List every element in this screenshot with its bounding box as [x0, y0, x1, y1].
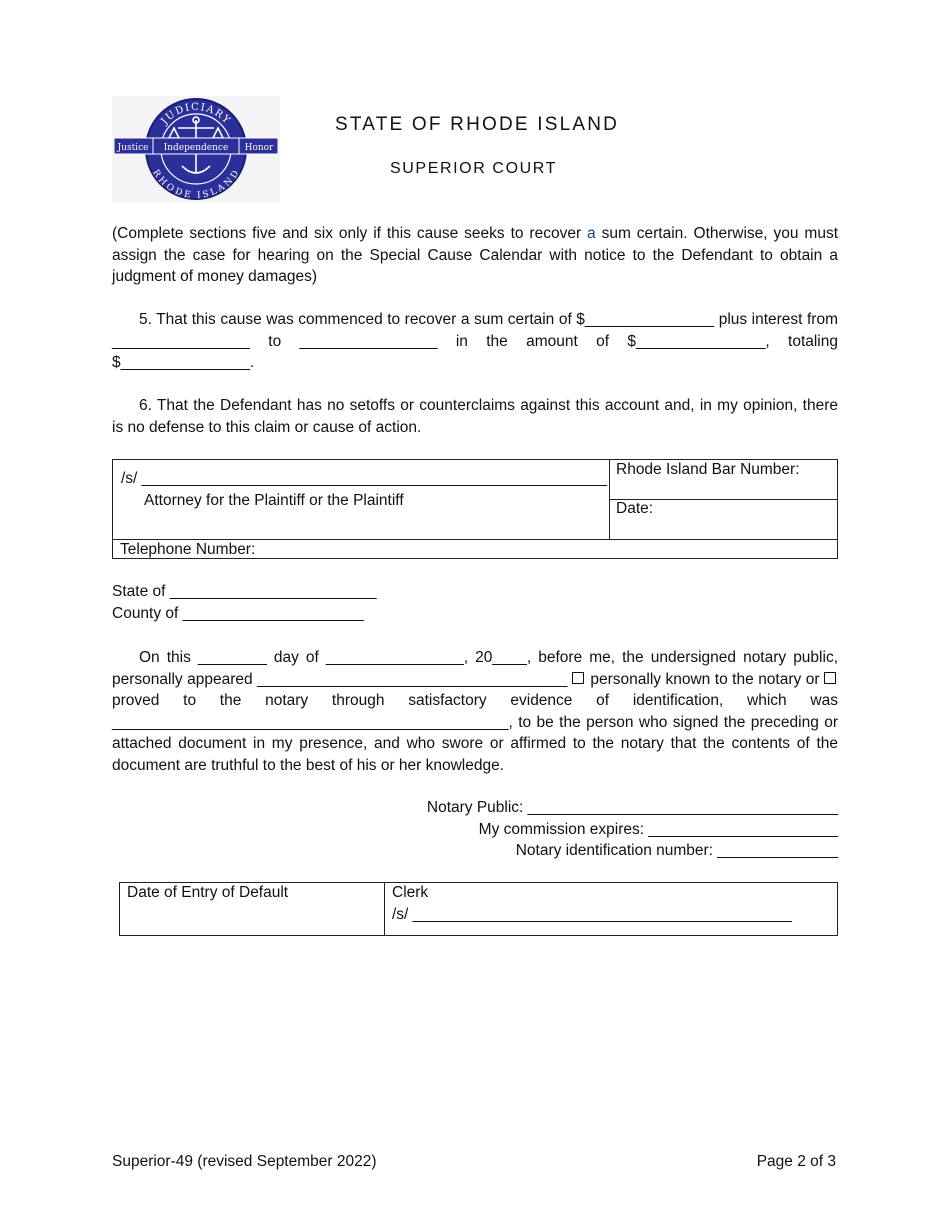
default-date-label: Date of Entry of Default — [127, 884, 289, 901]
default-entry-box — [119, 882, 838, 936]
clerk-signature-line[interactable]: /s/ ____________________________________________ — [392, 906, 792, 923]
telephone-label: Telephone Number: — [120, 541, 256, 558]
notary-text-part1: On this ________ day of ________________, 20____, before me, the undersigned notary public, personally appeared ____________________________________ — [112, 649, 838, 688]
notary-public-line: Notary Public: ____________________________________ — [426, 799, 838, 816]
section-5-paragraph — [112, 309, 838, 374]
bar-number-label: Rhode Island Bar Number: — [616, 461, 800, 478]
date-label: Date: — [616, 500, 654, 517]
seal-banner-right: Honor — [244, 143, 274, 153]
judiciary-seal-logo — [112, 96, 280, 202]
notary-text-part2: personally known to the notary or — [585, 670, 824, 688]
instructions-highlight: a — [587, 225, 596, 242]
telephone-cell[interactable] — [113, 539, 837, 559]
proved-identification-checkbox[interactable] — [824, 672, 836, 684]
signature-line: /s/ ______________________________________________________ — [121, 470, 608, 487]
section-5-text: 5. That this cause was commenced to recover a sum certain of $_______________ plus interest from ________________ to ________________ in the amount of $_______________, totaling $_______________. — [112, 311, 838, 371]
seal-banner-left: Justice — [117, 143, 149, 153]
seal-banner-center: Independence — [163, 143, 229, 153]
notary-acknowledgment-paragraph — [112, 647, 838, 776]
clerk-label: Clerk — [392, 884, 429, 901]
commission-expires-line: My commission expires: ______________________ — [478, 821, 838, 838]
seal-top-text: JUDICIARY — [159, 101, 233, 127]
notary-text-part3: proved to the notary through satisfactory evidence of identification, which was ______________________________________________, to be the person who signed the preceding or attached document in my presence, and who swore or affirmed to the notary that the contents of the document are truthful to the best of his or her knowledge. — [112, 692, 838, 774]
section-6-text: 6. That the Defendant has no setoffs or counterclaims against this account and, in my opinion, there is no defense to this claim or cause of action. — [112, 397, 838, 436]
page-subtitle: SUPERIOR COURT — [390, 160, 558, 177]
personally-known-checkbox[interactable] — [572, 672, 584, 684]
signature-caption: Attorney for the Plaintiff or the Plaintiff — [144, 492, 404, 509]
instructions-text-end: sum certain. Otherwise, you must assign the case for hearing on the Special Cause Calendar with notice to the Defendant to obtain a judgment of money damages) — [112, 225, 838, 285]
state-of-line: State of ________________________ — [112, 583, 377, 600]
instructions-paragraph — [112, 223, 838, 288]
date-cell[interactable] — [609, 499, 838, 539]
seal-bottom-text: RHODE ISLAND — [150, 168, 242, 202]
signature-cell[interactable] — [113, 460, 610, 539]
footer-page-number: Page 2 of 3 — [756, 1153, 836, 1170]
default-date-cell[interactable] — [120, 883, 385, 935]
county-of-line: County of _____________________ — [112, 605, 364, 622]
instructions-text-start: (Complete sections five and six only if this cause seeks to recover — [112, 225, 588, 242]
section-6-paragraph — [112, 395, 838, 438]
bar-number-cell[interactable] — [609, 460, 838, 500]
footer-form-id: Superior-49 (revised September 2022) — [112, 1153, 377, 1170]
notary-id-line: Notary identification number: ______________ — [515, 842, 838, 859]
page-title: STATE OF RHODE ISLAND — [335, 114, 620, 135]
attorney-signature-box — [112, 459, 838, 559]
